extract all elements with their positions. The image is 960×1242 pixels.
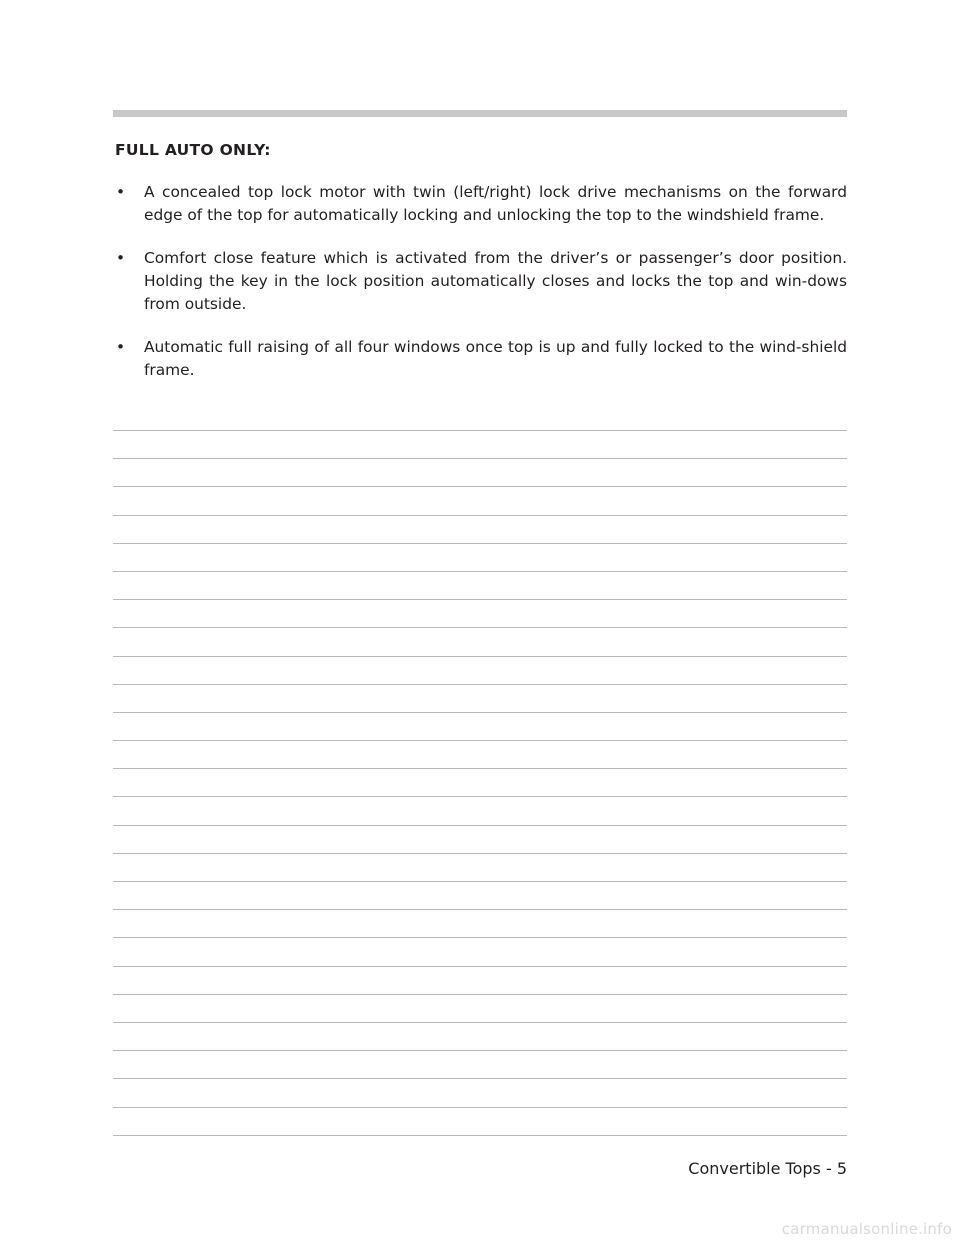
feature-list — [115, 181, 847, 402]
list-item — [115, 336, 847, 382]
notes-area — [113, 430, 847, 1136]
note-line — [113, 515, 847, 543]
list-item-text: A concealed top lock motor with twin (left/right) lock drive mechanisms on the forward edge of the top for automatically locking and unlocking the top to the windshield frame. — [144, 183, 847, 224]
note-line — [113, 740, 847, 768]
note-line — [113, 684, 847, 712]
header-rule — [113, 110, 847, 117]
note-line — [113, 853, 847, 881]
bullet-icon: • — [116, 183, 126, 201]
bullet-icon: • — [116, 338, 126, 356]
note-line — [113, 627, 847, 655]
note-line — [113, 994, 847, 1022]
list-item — [115, 181, 847, 227]
page-footer: Convertible Tops - 5 — [688, 1159, 847, 1178]
note-line — [113, 937, 847, 965]
list-item-text: Comfort close feature which is activated from the driver’s or passenger’s door position. Holding the key in the lock position automatically closes and locks the top and win-dows from outside. — [144, 249, 847, 313]
note-line — [113, 656, 847, 684]
note-line — [113, 825, 847, 853]
note-line — [113, 712, 847, 740]
section-heading: FULL AUTO ONLY: — [115, 141, 271, 159]
note-line — [113, 796, 847, 824]
note-line — [113, 543, 847, 571]
list-item-text: Automatic full raising of all four windows once top is up and fully locked to the wind-shield frame. — [144, 338, 847, 379]
note-line — [113, 881, 847, 909]
list-item — [115, 247, 847, 316]
note-line — [113, 1050, 847, 1078]
note-line — [113, 966, 847, 994]
note-line — [113, 1107, 847, 1135]
note-line — [113, 768, 847, 796]
note-line — [113, 1022, 847, 1050]
note-line — [113, 1078, 847, 1106]
bullet-icon: • — [116, 249, 126, 267]
note-line — [113, 571, 847, 599]
note-line — [113, 909, 847, 937]
note-line — [113, 458, 847, 486]
watermark: carmanualsonline.info — [781, 1220, 952, 1238]
note-line — [113, 599, 847, 627]
note-line — [113, 430, 847, 458]
note-line — [113, 1135, 847, 1136]
note-line — [113, 486, 847, 514]
